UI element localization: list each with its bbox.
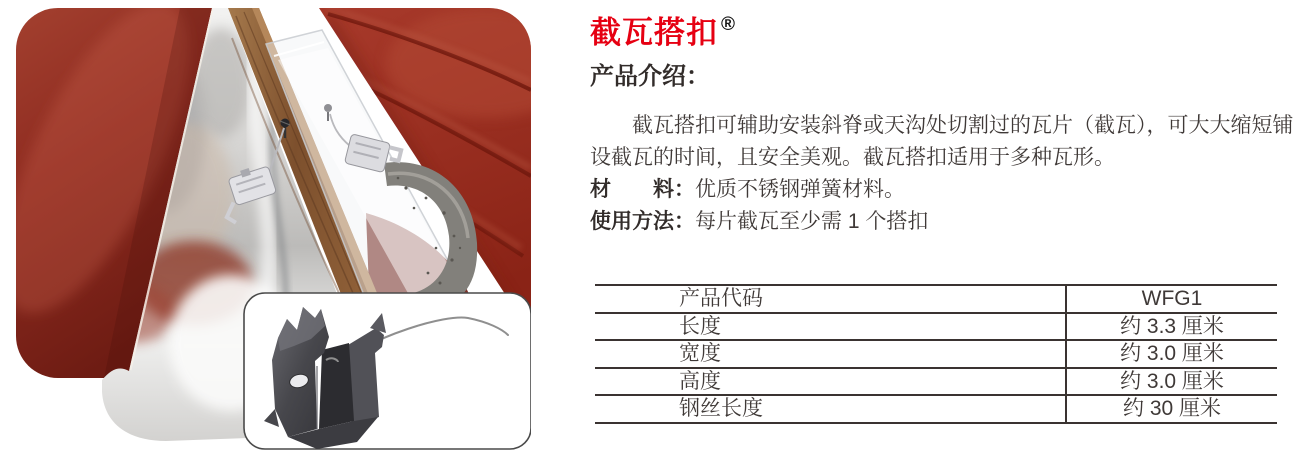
table-row — [595, 313, 1277, 341]
intro-heading: 产品介绍： — [590, 63, 710, 90]
material-line — [590, 174, 1294, 206]
product-title — [590, 16, 735, 55]
spec-value: 约 3.3 厘米 — [1066, 313, 1277, 341]
usage-line — [590, 206, 1294, 238]
usage-value: 每片截瓦至少需 1 个搭扣 — [695, 210, 929, 233]
spec-label: 长度 — [595, 313, 1066, 341]
registered-trademark: ® — [721, 14, 735, 35]
spec-table — [595, 284, 1277, 424]
inset-closeup — [244, 293, 531, 449]
table-row — [595, 368, 1277, 396]
table-row — [595, 285, 1277, 313]
spec-value: 约 30 厘米 — [1066, 395, 1277, 423]
spec-label: 宽度 — [595, 340, 1066, 368]
product-photo — [16, 8, 531, 454]
usage-label: 使用方法： — [590, 210, 695, 233]
spec-value: 约 3.0 厘米 — [1066, 340, 1277, 368]
product-title-text: 截瓦搭扣 — [590, 15, 718, 50]
table-row — [595, 395, 1277, 423]
spec-label: 产品代码 — [595, 285, 1066, 313]
material-label: 材 料： — [590, 178, 695, 201]
table-row — [595, 340, 1277, 368]
spec-value: 约 3.0 厘米 — [1066, 368, 1277, 396]
description-paragraph: 截瓦搭扣可辅助安装斜脊或天沟处切割过的瓦片（截瓦），可大大缩短铺设截瓦的时间，且安全美观。截瓦搭扣适用于多种瓦形。 — [590, 114, 1294, 169]
spec-value: WFG1 — [1066, 285, 1277, 313]
product-description-block — [590, 110, 1294, 238]
material-value: 优质不锈钢弹簧材料。 — [695, 178, 905, 201]
spec-label: 钢丝长度 — [595, 395, 1066, 423]
roof-installation-illustration — [16, 8, 531, 454]
spec-label: 高度 — [595, 368, 1066, 396]
